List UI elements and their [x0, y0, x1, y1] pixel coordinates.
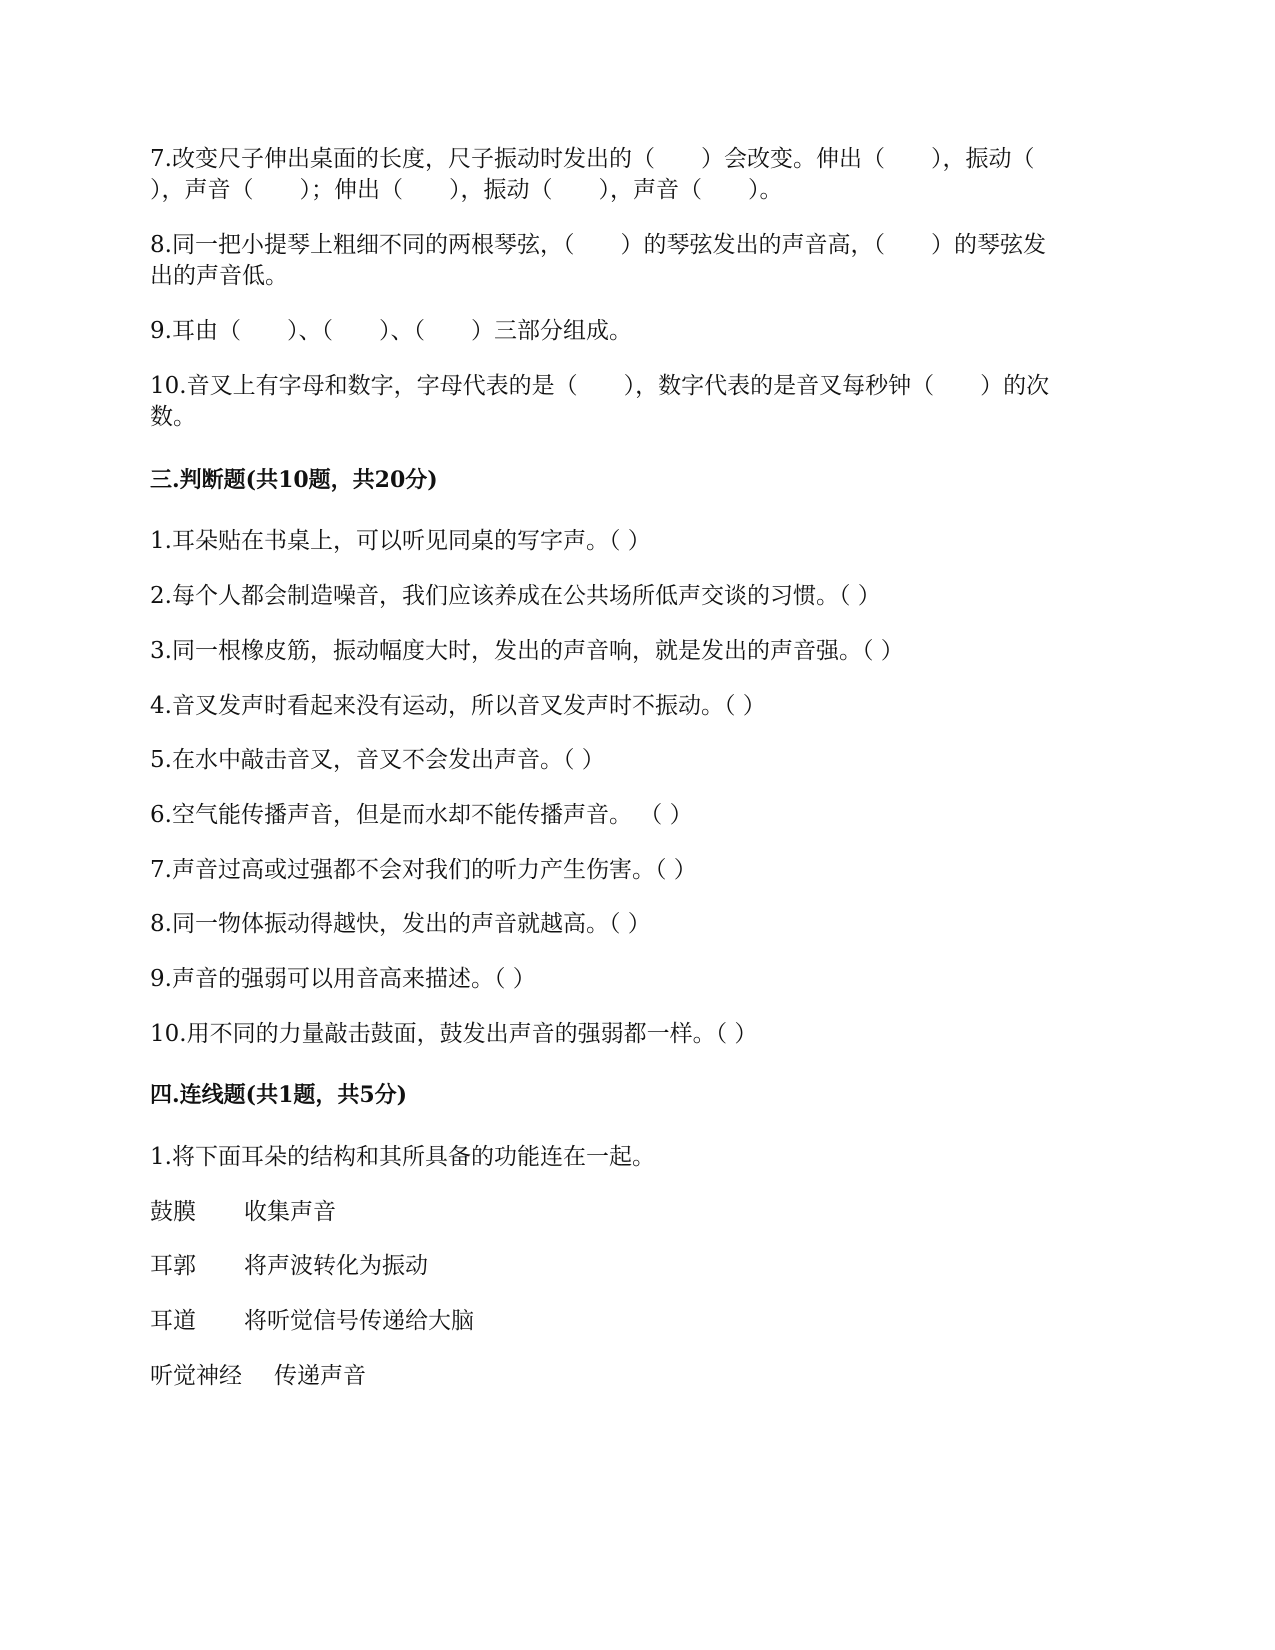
fill-q10-line1: 10.音叉上有字母和数字，字母代表的是（ ），数字代表的是音叉每秒钟（ ）的次	[150, 373, 1050, 399]
judgment-item-2: 2.每个人都会制造噪音，我们应该养成在公共场所低声交谈的习惯。（ ）	[150, 583, 881, 609]
structure-label: 鼓膜	[150, 1199, 196, 1225]
judgment-item-5: 5.在水中敲击音叉，音叉不会发出声音。（ ）	[150, 747, 605, 773]
fill-q9-line1: 9.耳由（ ）、（ ）、（ ）三部分组成。	[150, 318, 632, 344]
section-heading-judgment: 三.判断题(共10题，共20分)	[150, 467, 438, 493]
function-label: 将声波转化为振动	[244, 1253, 428, 1279]
matching-row	[150, 1360, 1125, 1392]
fill-q8-line2: 出的声音低。	[150, 263, 288, 289]
structure-label: 耳郭	[150, 1253, 196, 1279]
matching-row	[150, 1250, 1125, 1282]
fill-q10-line2: 数。	[150, 404, 196, 430]
judgment-item-8: 8.同一物体振动得越快，发出的声音就越高。（ ）	[150, 911, 651, 937]
structure-label: 耳道	[150, 1308, 196, 1334]
fill-q8-line1: 8.同一把小提琴上粗细不同的两根琴弦，（ ）的琴弦发出的声音高，（ ）的琴弦发	[150, 232, 1046, 258]
judgment-item-6: 6.空气能传播声音，但是而水却不能传播声音。 （ ）	[150, 802, 693, 828]
judgment-item-4: 4.音叉发声时看起来没有运动，所以音叉发声时不振动。（ ）	[150, 693, 766, 719]
function-label: 将听觉信号传递给大脑	[244, 1308, 474, 1334]
matching-question: 1.将下面耳朵的结构和其所具备的功能连在一起。	[150, 1144, 655, 1170]
structure-label: 听觉神经	[150, 1363, 242, 1389]
judgment-item-1: 1.耳朵贴在书桌上，可以听见同桌的写字声。（ ）	[150, 528, 651, 554]
judgment-item-7: 7.声音过高或过强都不会对我们的听力产生伤害。（ ）	[150, 857, 697, 883]
judgment-item-9: 9.声音的强弱可以用音高来描述。（ ）	[150, 966, 536, 992]
matching-row	[150, 1196, 1125, 1228]
matching-row	[150, 1305, 1125, 1337]
function-label: 收集声音	[244, 1199, 336, 1225]
function-label: 传递声音	[274, 1363, 366, 1389]
fill-q7-line2: ），声音（ ）；伸出（ ），振动（ ），声音（ ）。	[150, 177, 783, 203]
judgment-item-10: 10.用不同的力量敲击鼓面，鼓发出声音的强弱都一样。（ ）	[150, 1021, 758, 1047]
judgment-item-3: 3.同一根橡皮筋，振动幅度大时，发出的声音响，就是发出的声音强。（ ）	[150, 638, 904, 664]
fill-q7-line1: 7.改变尺子伸出桌面的长度，尺子振动时发出的（ ）会改变。伸出（ ），振动（	[150, 146, 1035, 172]
section-heading-matching: 四.连线题(共1题，共5分)	[150, 1082, 408, 1108]
